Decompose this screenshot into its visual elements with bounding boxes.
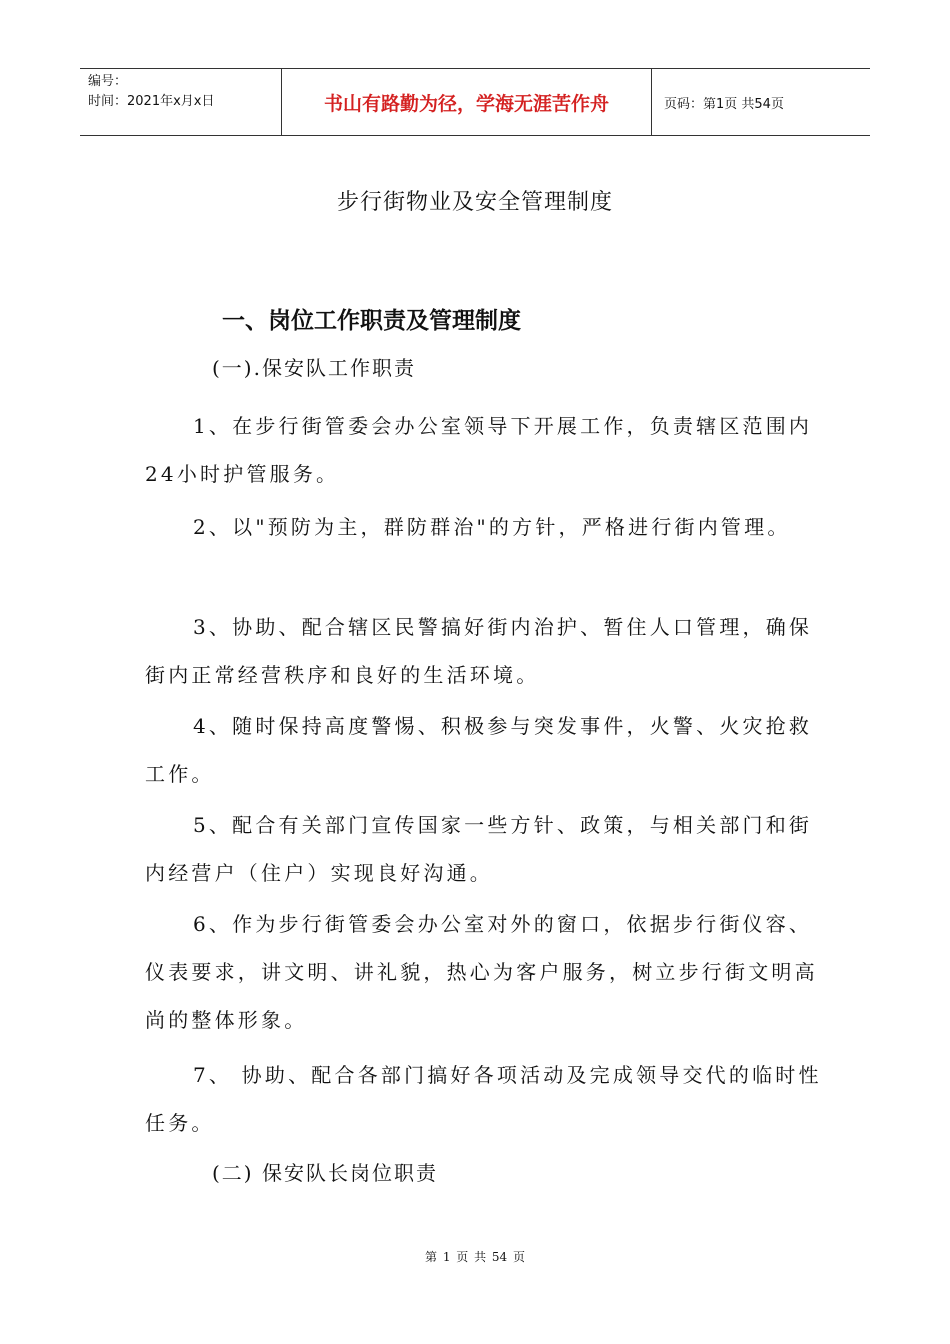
paragraph-7: 7、 协助、配合各部门搞好各项活动及完成领导交代的临时性任务。 <box>145 1063 822 1135</box>
paragraph-6: 6、作为步行街管委会办公室对外的窗口，依据步行街仪容、仪表要求，讲文明、讲礼貌，热心为客户服务，树立步行街文明高尚的整体形象。 <box>145 912 818 1032</box>
document-title: 步行街物业及安全管理制度 <box>336 190 613 215</box>
number-label: 编号： <box>88 74 128 89</box>
header-page-info: 页码：第1页 共54页 <box>664 96 784 112</box>
date-label: 时间：2021年x月x日 <box>88 94 215 109</box>
paragraph-3: 3、协助、配合辖区民警搞好街内治护、暂住人口管理，确保街内正常经营秩序和良好的生活环境。 <box>145 615 813 687</box>
subsection-heading-2: (二) 保安队长岗位职责 <box>212 1161 438 1185</box>
header-meta <box>80 69 281 135</box>
page-footer: 第 1 页 共 54 页 <box>425 1250 525 1264</box>
section-heading: 一、岗位工作职责及管理制度 <box>222 308 521 334</box>
page-header <box>80 68 870 136</box>
subsection-heading-1: (一).保安队工作职责 <box>212 356 416 380</box>
paragraph-2: 2、以"预防为主，群防群治"的方针，严格进行街内管理。 <box>193 515 791 539</box>
header-motto: 书山有路勤为径，学海无涯苦作舟 <box>281 69 652 135</box>
paragraph-4: 4、随时保持高度警惕、积极参与突发事件，火警、火灾抢救工作。 <box>145 714 813 786</box>
paragraph-5: 5、配合有关部门宣传国家一些方针、政策，与相关部门和街内经营户（住户）实现良好沟通。 <box>145 813 813 885</box>
paragraph-1: 1、在步行街管委会办公室领导下开展工作，负责辖区范围内24小时护管服务。 <box>145 414 813 486</box>
